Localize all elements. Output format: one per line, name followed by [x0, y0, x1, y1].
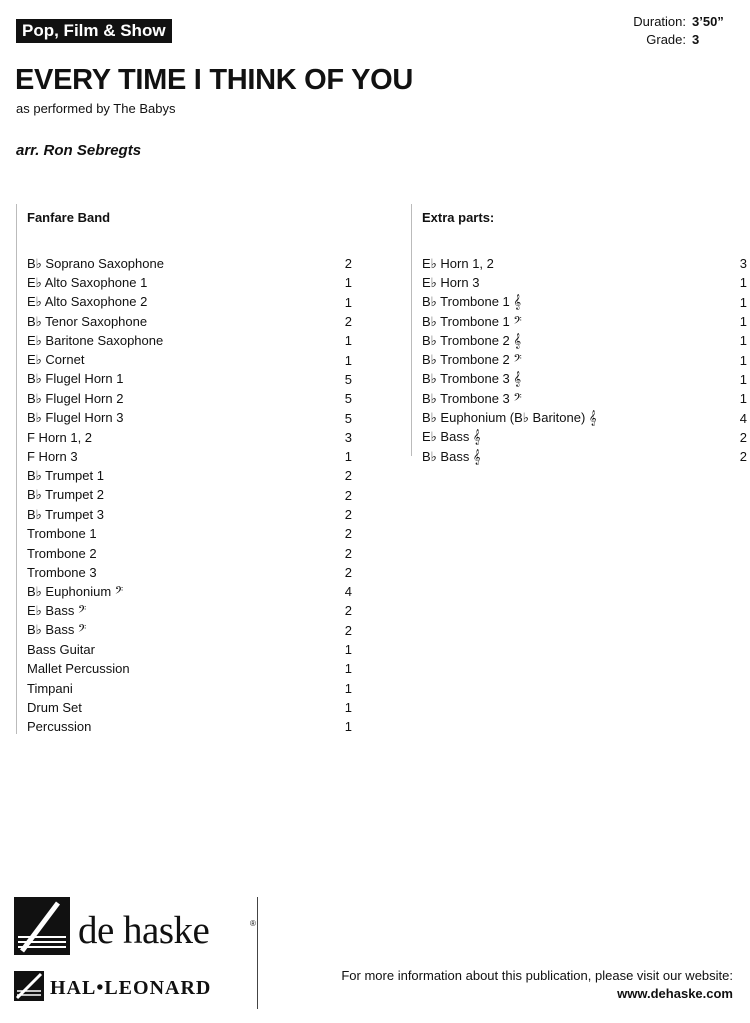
- part-row: [27, 505, 352, 524]
- part-row: [27, 331, 352, 350]
- part-quantity: 1: [739, 391, 747, 407]
- part-quantity: 2: [344, 487, 352, 503]
- part-name: Trombone 2: [27, 545, 97, 561]
- part-name: B♭ Tenor Saxophone: [27, 313, 148, 329]
- part-name: E♭ Bass 𝄢: [27, 602, 87, 618]
- part-row: [27, 486, 352, 505]
- part-quantity: 1: [344, 642, 352, 658]
- part-name: Bass Guitar: [27, 642, 95, 658]
- part-quantity: 1: [344, 352, 352, 368]
- part-row: [27, 543, 352, 562]
- part-name: B♭ Bass 𝄞: [422, 448, 481, 464]
- part-row: [422, 254, 747, 273]
- category-badge: Pop, Film & Show: [16, 19, 172, 43]
- part-quantity: 5: [344, 371, 352, 387]
- part-name: Mallet Percussion: [27, 661, 130, 677]
- extra-parts-list: [422, 254, 747, 466]
- part-name: B♭ Flugel Horn 2: [27, 390, 124, 406]
- part-name: Percussion: [27, 719, 92, 735]
- part-quantity: 2: [344, 622, 352, 638]
- part-name: B♭ Trombone 3 𝄢: [422, 390, 522, 406]
- part-row: [27, 428, 352, 447]
- part-name: E♭ Baritone Saxophone: [27, 332, 164, 348]
- fanfare-band-column: [16, 204, 352, 734]
- part-quantity: 5: [344, 391, 352, 407]
- part-name: B♭ Euphonium (B♭ Baritone) 𝄞: [422, 410, 597, 426]
- de-haske-mark-icon: [14, 897, 70, 955]
- part-quantity: 1: [344, 680, 352, 696]
- part-quantity: 2: [344, 526, 352, 542]
- part-name: F Horn 1, 2: [27, 429, 93, 445]
- part-quantity: 3: [739, 256, 747, 272]
- part-row: [27, 370, 352, 389]
- part-name: B♭ Soprano Saxophone: [27, 255, 164, 271]
- part-quantity: 2: [739, 449, 747, 465]
- part-name: B♭ Euphonium 𝄢: [27, 583, 124, 599]
- meta-info: [633, 13, 728, 49]
- part-row: [27, 582, 352, 601]
- part-name: B♭ Trombone 1 𝄞: [422, 294, 522, 310]
- part-quantity: 2: [344, 507, 352, 522]
- part-name: E♭ Alto Saxophone 1: [27, 274, 148, 290]
- part-row: [27, 447, 352, 466]
- part-quantity: 1: [739, 352, 747, 368]
- part-quantity: 1: [344, 661, 352, 677]
- part-row: [27, 640, 352, 659]
- part-name: Trombone 3: [27, 564, 97, 580]
- part-quantity: 4: [739, 410, 747, 426]
- grade-value: 3: [692, 32, 700, 47]
- part-quantity: 1: [344, 449, 352, 465]
- part-quantity: 2: [344, 256, 352, 272]
- grade-label: Grade:: [646, 32, 686, 47]
- part-quantity: 2: [344, 545, 352, 561]
- extra-parts-column: [411, 204, 747, 465]
- part-row: [422, 312, 747, 331]
- part-quantity: 2: [344, 314, 352, 330]
- footer-website-link[interactable]: www.dehaske.com: [617, 986, 733, 1001]
- part-name: Timpani: [27, 680, 73, 696]
- part-row: [422, 273, 747, 292]
- part-quantity: 1: [739, 275, 747, 291]
- part-row: [422, 447, 747, 466]
- part-quantity: 1: [344, 275, 352, 291]
- fanfare-band-heading: Fanfare Band: [27, 210, 111, 225]
- part-row: [27, 408, 352, 427]
- part-name: B♭ Trombone 2 𝄢: [422, 352, 522, 368]
- part-quantity: 2: [739, 429, 747, 445]
- part-row: [27, 563, 352, 582]
- part-name: E♭ Cornet: [27, 352, 85, 368]
- part-name: E♭ Horn 1, 2: [422, 255, 494, 271]
- publisher-logo: [14, 897, 260, 1007]
- part-name: E♭ Bass 𝄞: [422, 429, 481, 445]
- part-quantity: 1: [344, 699, 352, 715]
- part-row: [422, 389, 747, 408]
- part-row: [27, 293, 352, 312]
- part-row: [422, 428, 747, 447]
- hal-leonard-wordmark: HAL•LEONARD: [50, 977, 212, 999]
- part-row: [422, 293, 747, 312]
- part-row: [27, 524, 352, 543]
- part-quantity: 1: [344, 333, 352, 349]
- part-row: [27, 350, 352, 369]
- part-quantity: 1: [344, 719, 352, 735]
- part-row: [27, 312, 352, 331]
- part-quantity: 1: [739, 333, 747, 349]
- part-name: Trombone 1: [27, 526, 97, 542]
- part-quantity: 2: [344, 603, 352, 619]
- part-name: E♭ Alto Saxophone 2: [27, 294, 148, 310]
- part-row: [27, 621, 352, 640]
- part-row: [27, 254, 352, 273]
- part-quantity: 5: [344, 410, 352, 426]
- part-name: B♭ Trumpet 3: [27, 506, 104, 522]
- duration-row: [633, 13, 728, 31]
- part-row: [422, 331, 747, 350]
- registered-mark: ®: [250, 919, 256, 928]
- hal-leonard-mark-icon: [14, 971, 44, 1001]
- page-title: EVERY TIME I THINK OF YOU: [15, 64, 414, 96]
- duration-label: Duration:: [633, 14, 686, 29]
- part-quantity: 1: [739, 294, 747, 310]
- grade-row: [633, 31, 728, 49]
- part-name: B♭ Trombone 3 𝄞: [422, 371, 522, 387]
- logo-divider: [257, 897, 258, 1009]
- part-name: B♭ Trumpet 1: [27, 467, 104, 483]
- footer-info-text: For more information about this publication, please visit our website:: [341, 968, 733, 983]
- part-quantity: 3: [344, 429, 352, 445]
- duration-value: 3’50”: [692, 14, 724, 29]
- part-name: E♭ Horn 3: [422, 274, 480, 290]
- part-quantity: 1: [739, 314, 747, 330]
- part-row: [422, 350, 747, 369]
- part-row: [27, 659, 352, 678]
- part-quantity: 2: [344, 468, 352, 484]
- part-row: [27, 273, 352, 292]
- part-name: B♭ Trombone 1 𝄢: [422, 313, 522, 329]
- part-quantity: 4: [344, 584, 352, 600]
- part-row: [422, 408, 747, 427]
- part-quantity: 1: [739, 371, 747, 387]
- part-row: [27, 717, 352, 736]
- part-row: [27, 679, 352, 698]
- part-name: B♭ Flugel Horn 1: [27, 371, 124, 387]
- part-name: B♭ Flugel Horn 3: [27, 410, 124, 426]
- part-name: B♭ Bass 𝄢: [27, 622, 87, 638]
- part-name: B♭ Trumpet 2: [27, 487, 104, 503]
- part-name: Drum Set: [27, 699, 82, 715]
- de-haske-wordmark: de haske: [78, 909, 210, 952]
- part-name: F Horn 3: [27, 449, 78, 465]
- part-row: [27, 389, 352, 408]
- part-row: [27, 601, 352, 620]
- subtitle: as performed by The Babys: [16, 101, 176, 116]
- part-row: [422, 370, 747, 389]
- part-row: [27, 466, 352, 485]
- fanfare-parts-list: [27, 254, 352, 736]
- part-quantity: 2: [344, 564, 352, 580]
- arranger: arr. Ron Sebregts: [16, 142, 142, 159]
- extra-parts-heading: Extra parts:: [422, 210, 495, 225]
- part-name: B♭ Trombone 2 𝄞: [422, 332, 522, 348]
- part-quantity: 1: [344, 294, 352, 310]
- part-row: [27, 698, 352, 717]
- footer-info: [341, 967, 733, 1003]
